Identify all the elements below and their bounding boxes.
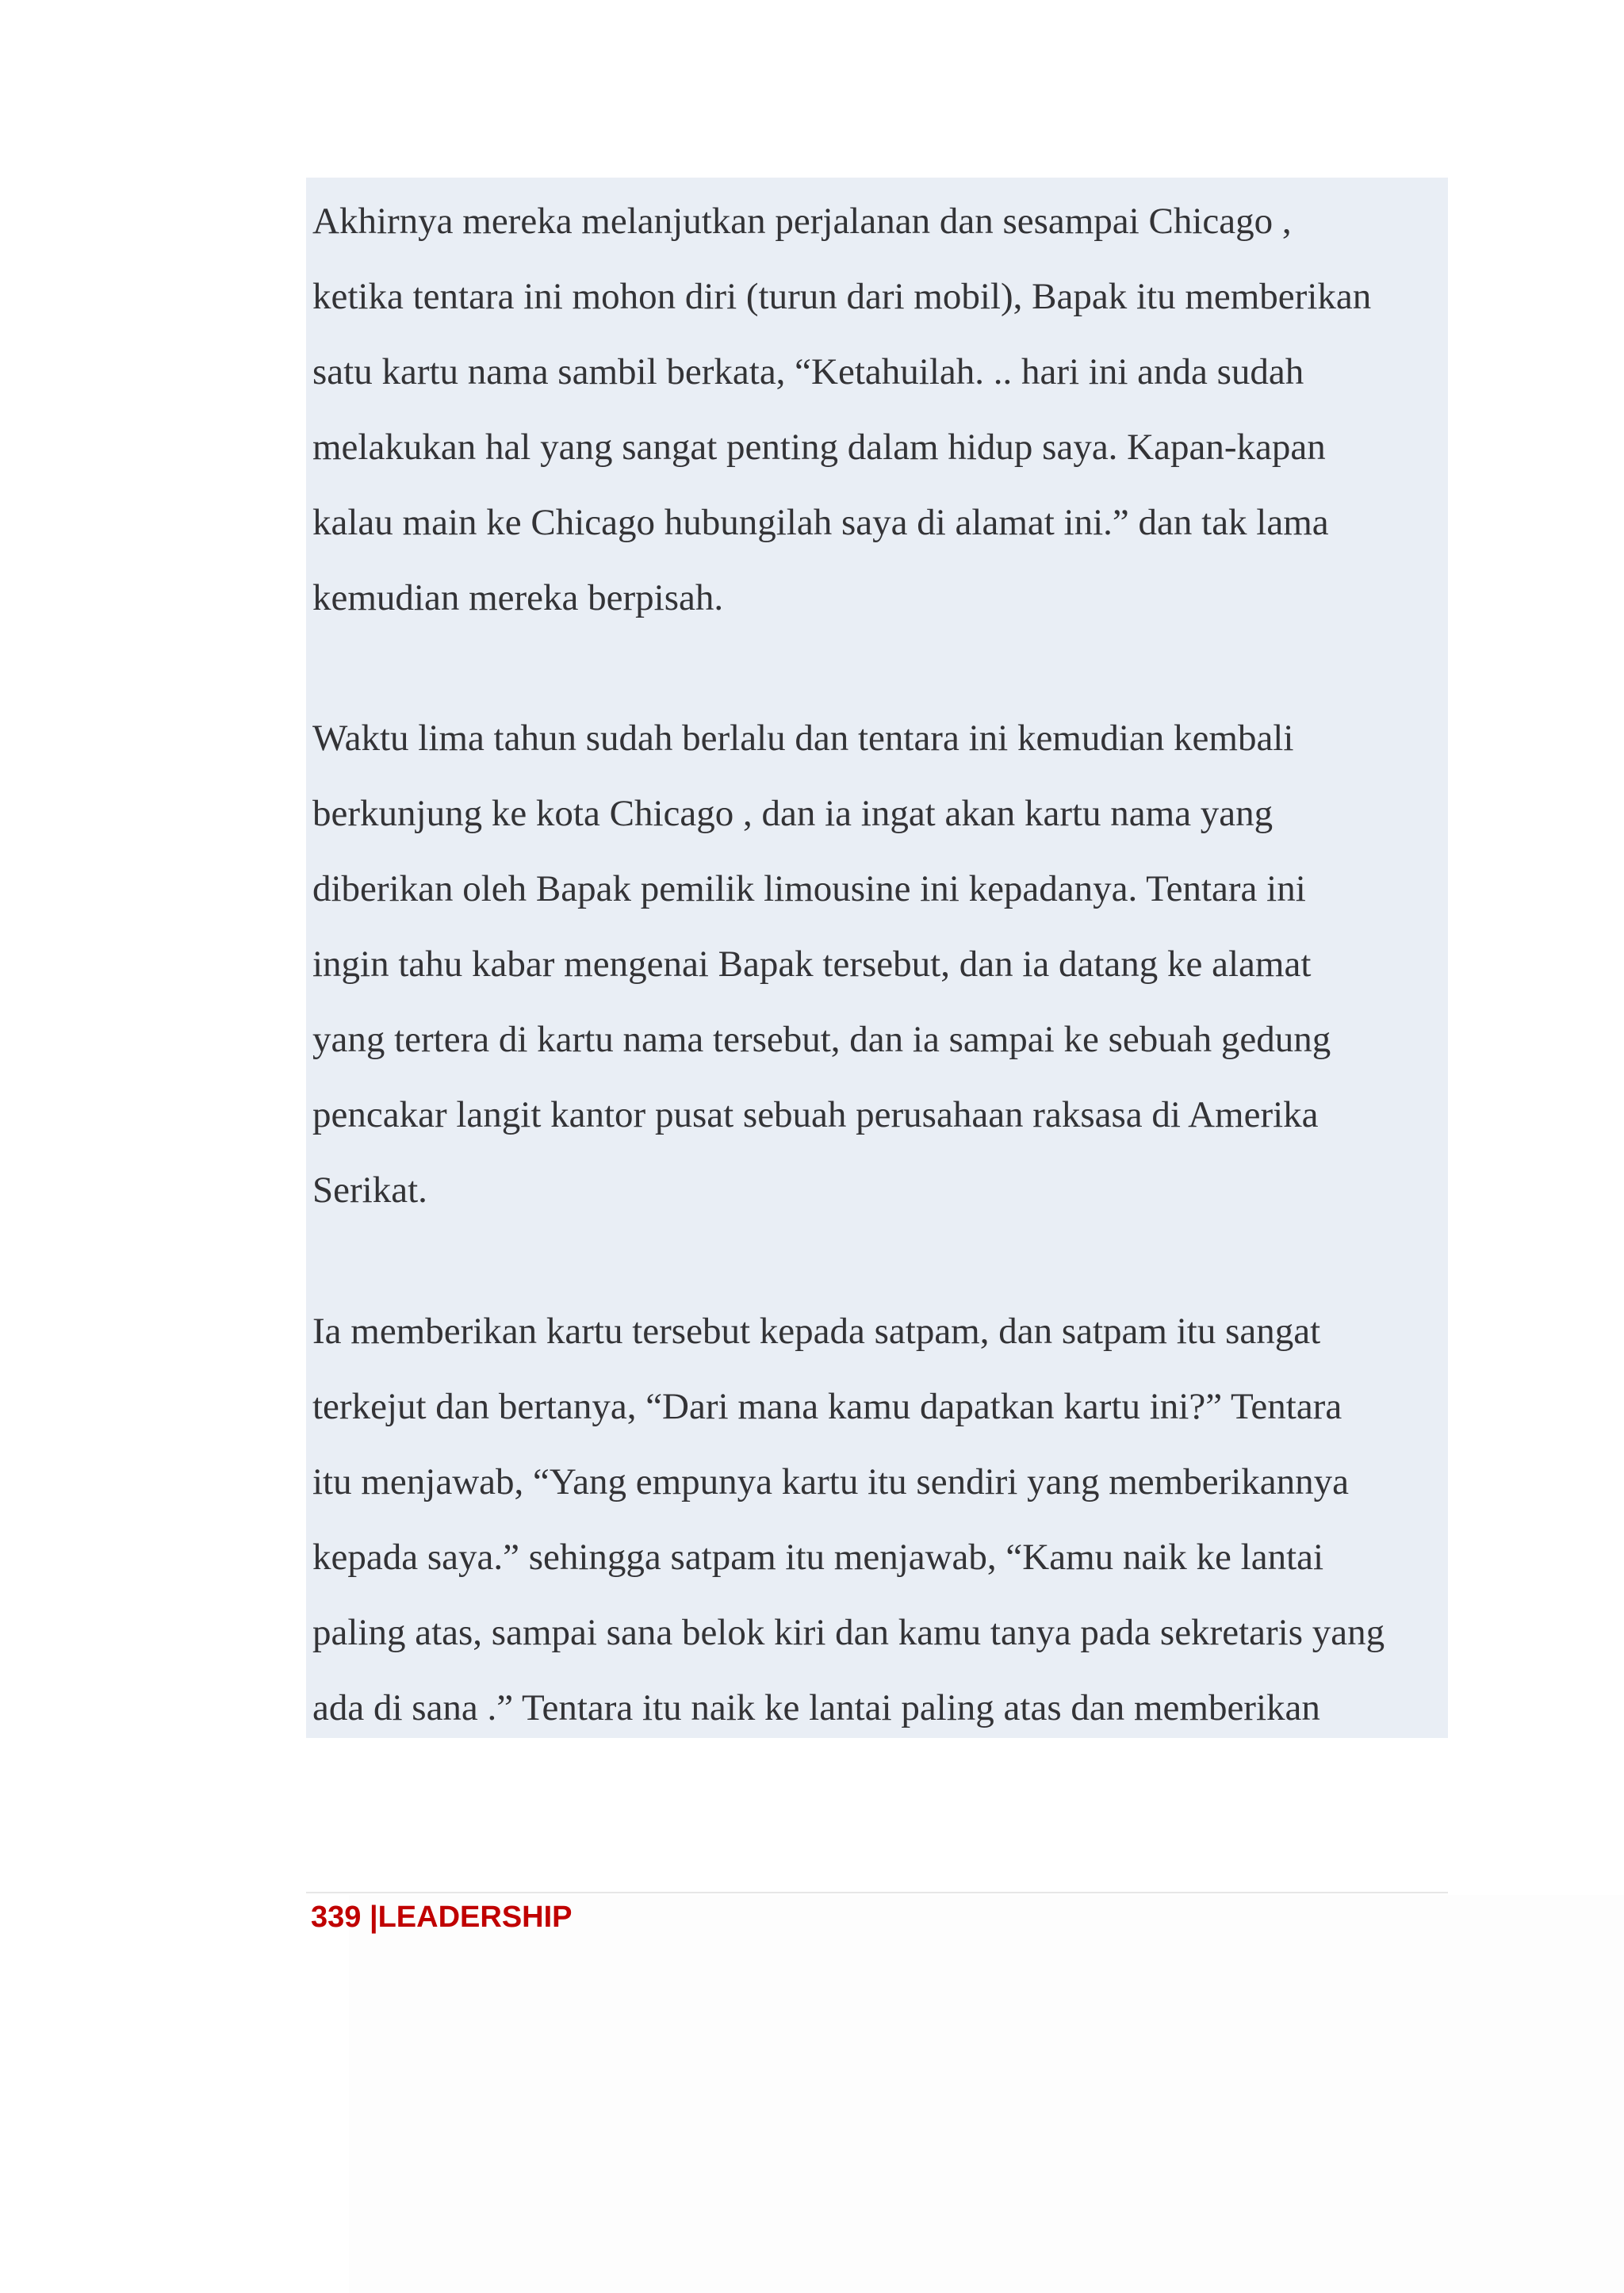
paragraph-1 (312, 184, 1371, 636)
text-block (306, 178, 1448, 1738)
text-line: kalau main ke Chicago hubungilah saya di alamat ini.” dan tak lama (312, 502, 1329, 543)
paragraph-3 (312, 1294, 1385, 1746)
text-line: kemudian mereka berpisah. (312, 577, 724, 618)
text-line: itu menjawab, “Yang empunya kartu itu sendiri yang memberikannya (312, 1461, 1349, 1503)
text-line: kepada saya.” sehingga satpam itu menjawab, “Kamu naik ke lantai (312, 1537, 1324, 1578)
page-background (349, 1895, 1624, 2293)
text-line: Ia memberikan kartu tersebut kepada satpam, dan satpam itu sangat (312, 1311, 1321, 1352)
text-line: satu kartu nama sambil berkata, “Ketahuilah. .. hari ini anda sudah (312, 351, 1304, 392)
text-line: Waktu lima tahun sudah berlalu dan tentara ini kemudian kembali (312, 718, 1294, 759)
text-line: berkunjung ke kota Chicago , dan ia ingat akan kartu nama yang (312, 793, 1274, 834)
text-line: pencakar langit kantor pusat sebuah perusahaan raksasa di Amerika (312, 1094, 1319, 1135)
footer-divider (306, 1892, 1448, 1893)
text-line: paling atas, sampai sana belok kiri dan kamu tanya pada sekretaris yang (312, 1612, 1385, 1653)
text-line: melakukan hal yang sangat penting dalam hidup saya. Kapan-kapan (312, 427, 1326, 468)
text-line: Akhirnya mereka melanjutkan perjalanan dan sesampai Chicago , (312, 201, 1292, 242)
page-footer-label: 339 |LEADERSHIP (311, 1901, 573, 1934)
text-line: ada di sana .” Tentara itu naik ke lantai paling atas dan memberikan (312, 1687, 1320, 1728)
text-line: Serikat. (312, 1169, 427, 1211)
text-line: diberikan oleh Bapak pemilik limousine ini kepadanya. Tentara ini (312, 868, 1306, 909)
text-line: ingin tahu kabar mengenai Bapak tersebut, dan ia datang ke alamat (312, 944, 1312, 985)
text-line: ketika tentara ini mohon diri (turun dari mobil), Bapak itu memberikan (312, 276, 1372, 317)
text-line: terkejut dan bertanya, “Dari mana kamu dapatkan kartu ini?” Tentara (312, 1386, 1342, 1427)
text-line: yang tertera di kartu nama tersebut, dan ia sampai ke sebuah gedung (312, 1019, 1331, 1060)
paragraph-2 (312, 701, 1331, 1228)
